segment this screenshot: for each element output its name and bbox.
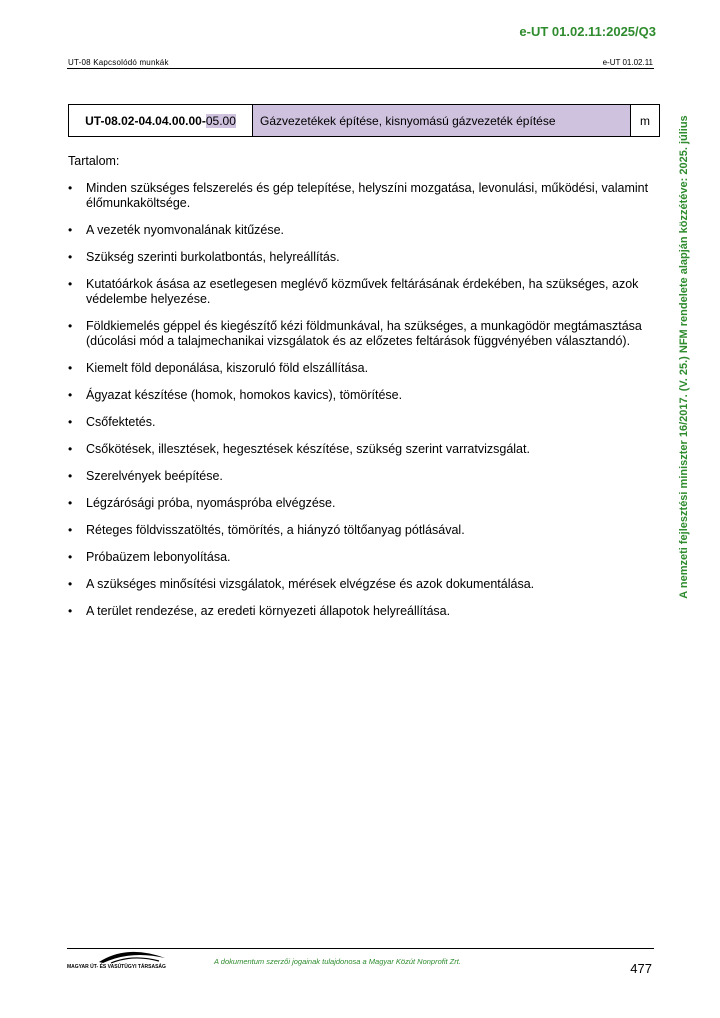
list-item: • Légzárósági próba, nyomáspróba elvégzése.: [68, 496, 650, 511]
item-code-suffix: 05.00: [205, 113, 236, 128]
item-code-cell: [69, 105, 253, 136]
section-title: UT-08 Kapcsolódó munkák: [68, 58, 169, 67]
logo-swoosh-icon: [97, 948, 167, 964]
list-item: • Kiemelt föld deponálása, kiszoruló föld elszállítása.: [68, 361, 650, 376]
list-item: • Próbaüzem lebonyolítása.: [68, 550, 650, 565]
list-item: • Minden szükséges felszerelés és gép telepítése, helyszíni mozgatása, levonulási, működési, valamint élőmunkaköltsége.: [68, 181, 650, 211]
list-item: • Csőfektetés.: [68, 415, 650, 430]
list-item: • Földkiemelés géppel és kiegészítő kézi földmunkával, ha szükséges, a munkagödör megtámasztása (dúcolási mód a talajmechanikai vizsgálatok és az előzetes feltárások függvényében választandó).: [68, 319, 650, 349]
list-item: • Szerelvények beépítése.: [68, 469, 650, 484]
copyright-note: A dokumentum szerzői jogainak tulajdonosa a Magyar Közút Nonprofit Zrt.: [214, 957, 461, 966]
header-divider: [67, 68, 654, 69]
list-item: • A szükséges minősítési vizsgálatok, mérések elvégzése és azok dokumentálása.: [68, 577, 650, 592]
list-item: • Réteges földvisszatöltés, tömörítés, a hiányzó töltőanyag pótlásával.: [68, 523, 650, 538]
item-code-table: [68, 104, 660, 137]
content-list: [68, 181, 650, 631]
section-ref: e-UT 01.02.11: [602, 58, 653, 67]
content-intro: Tartalom:: [68, 154, 120, 168]
item-code-prefix: UT-08.02-04.04.00.00-: [85, 113, 206, 128]
document-code: e-UT 01.02.11:2025/Q3: [519, 24, 656, 39]
logo-text: MAGYAR ÚT- ÉS VASÚTÜGYI TÁRSASÁG: [67, 964, 166, 970]
page-number: 477: [630, 961, 652, 976]
item-title: Gázvezetékek építése, kisnyomású gázvezeték építése: [253, 105, 631, 136]
list-item: • A vezeték nyomvonalának kitűzése.: [68, 223, 650, 238]
society-logo: [67, 948, 167, 972]
item-unit: m: [640, 113, 650, 128]
list-item: • Kutatóárkok ásása az esetlegesen meglévő közművek feltárásának érdekében, ha szükséges, azok védelembe helyezése.: [68, 277, 650, 307]
list-item: • Szükség szerinti burkolatbontás, helyreállítás.: [68, 250, 650, 265]
list-item: • A terület rendezése, az eredeti környezeti állapotok helyreállítása.: [68, 604, 650, 619]
publication-note: A nemzeti fejlesztési miniszter 16/2017. (V. 25.) NFM rendelete alapján közzétéve: 2025. július: [678, 115, 690, 599]
list-item: • Csőkötések, illesztések, hegesztések készítése, szükség szerint varratvizsgálat.: [68, 442, 650, 457]
list-item: • Ágyazat készítése (homok, homokos kavics), tömörítése.: [68, 388, 650, 403]
